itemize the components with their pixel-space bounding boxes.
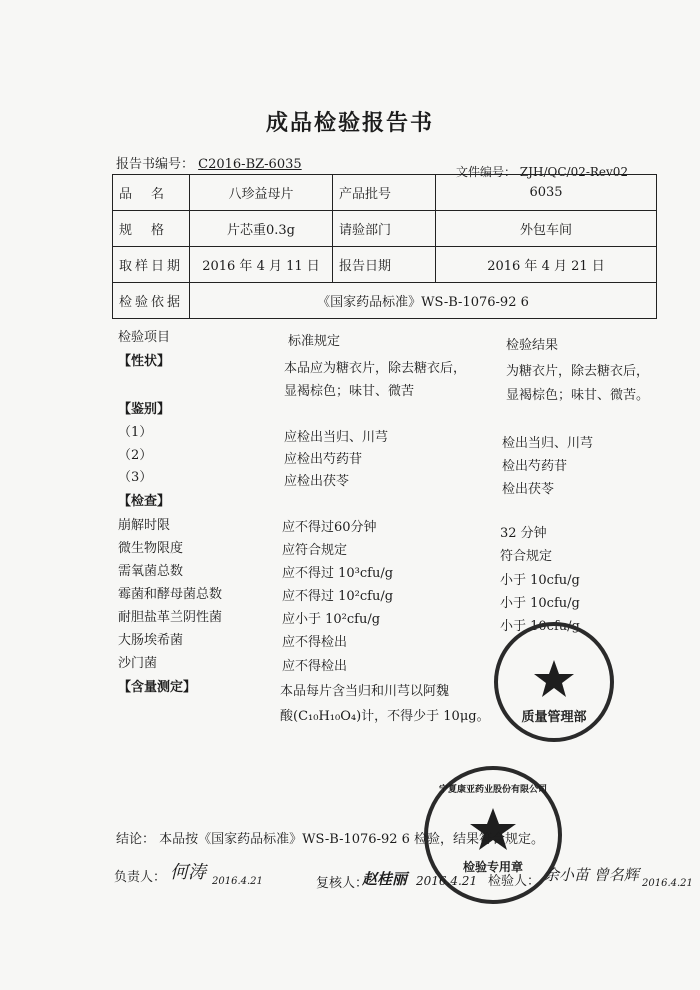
appearance-result-2: 显褐棕色；味甘、微苦。 [506, 388, 650, 403]
sample-date-label: 取样日期 [113, 247, 190, 283]
report-number-label: 报告书编号： [116, 157, 195, 172]
ident-result-3: 检出茯苓 [502, 482, 555, 497]
insp-standard-3: 应不得过 10³cfu/g [282, 566, 394, 581]
insp-item-4: 霉菌和酵母菌总数 [118, 587, 223, 602]
product-value: 八珍益母片 [190, 175, 333, 211]
insp-item-1: 崩解时限 [118, 518, 171, 533]
insp-standard-1: 应不得过60分钟 [282, 520, 377, 535]
ident-standard-1: 应检出当归、川芎 [284, 430, 389, 445]
spec-value: 片芯重0.3g [190, 211, 333, 247]
col-result-header: 检验结果 [506, 338, 559, 353]
product-label: 品 名 [113, 175, 190, 211]
conclusion [116, 828, 544, 847]
info-table [112, 174, 657, 319]
report-number [116, 153, 302, 172]
insp-result-1: 32 分钟 [500, 526, 547, 541]
insp-standard-7: 应不得检出 [282, 659, 348, 674]
company-stamp-ring-text: 宁夏康亚药业股份有限公司 [438, 785, 547, 795]
dept-value: 外包车间 [436, 211, 657, 247]
table-row [113, 247, 657, 283]
document-number-label: 文件编号： [456, 165, 517, 179]
assay-standard-2: 酸(C₁₀H₁₀O₄)计，不得少于 10μg。 [280, 709, 490, 724]
reviewer-label: 复核人： [316, 876, 369, 891]
assay-standard-1: 本品每片含当归和川芎以阿魏 [280, 684, 450, 699]
inspector-signature: 余小苗 曾名辉 [544, 866, 639, 884]
reviewer-signature: 赵桂丽 [362, 870, 408, 888]
dept-label: 请验部门 [333, 211, 436, 247]
qa-stamp-text: 质量管理部 [521, 710, 587, 725]
ident-standard-2: 应检出芍药苷 [284, 452, 363, 467]
batch-value: 6035 [436, 175, 657, 211]
conclusion-text: 本品按《国家药品标准》WS-B-1076-92 6 检验，结果符合规定。 [159, 832, 545, 847]
batch-label: 产品批号 [333, 175, 436, 211]
spec-label: 规 格 [113, 211, 190, 247]
responsible-label: 负责人： [114, 870, 167, 885]
inspector-label: 检验人： [488, 874, 541, 889]
insp-standard-4: 应不得过 10²cfu/g [282, 589, 394, 604]
col-item-header: 检验项目 [118, 330, 171, 345]
appearance-result-1: 为糖衣片，除去糖衣后， [506, 364, 650, 379]
sample-date-value: 2016 年 4 月 11 日 [190, 247, 333, 283]
appearance-standard-1: 本品应为糖衣片，除去糖衣后， [284, 361, 467, 376]
document-number-value: ZJH/QC/02-Rev02 [519, 165, 629, 179]
insp-result-2: 符合规定 [500, 549, 553, 564]
insp-item-6: 大肠埃希菌 [118, 633, 184, 648]
insp-result-4: 小于 10cfu/g [500, 596, 580, 611]
ident-result-1: 检出当归、川芎 [502, 436, 594, 451]
company-stamp-center-text: 检验专用章 [462, 860, 523, 874]
ident-result-2: 检出芍药苷 [502, 459, 568, 474]
insp-result-5: 小于 10cfu/g [500, 619, 580, 634]
report-number-value: C2016-BZ-6035 [198, 157, 302, 172]
responsible-signature: 何涛 [170, 862, 206, 883]
insp-standard-2: 应符合规定 [282, 543, 348, 558]
insp-standard-5: 应小于 10²cfu/g [282, 612, 381, 627]
ident-standard-3: 应检出茯苓 [284, 474, 350, 489]
insp-standard-6: 应不得检出 [282, 635, 348, 650]
responsible-date: 2016.4.21 [212, 876, 263, 887]
basis-label: 检验依据 [113, 283, 190, 319]
insp-item-5: 耐胆盐革兰阴性菌 [118, 610, 223, 625]
section-identification: 【鉴别】 [118, 402, 171, 417]
insp-item-7: 沙门菌 [118, 656, 158, 671]
basis-value: 《国家药品标准》WS-B-1076-92 6 [190, 283, 657, 319]
ident-item-2: （2） [118, 448, 153, 463]
ident-item-3: （3） [118, 470, 153, 485]
qa-department-stamp [494, 622, 614, 742]
inspector-date: 2016.4.21 [642, 878, 693, 889]
table-row [113, 283, 657, 319]
insp-result-3: 小于 10cfu/g [500, 573, 580, 588]
table-row [113, 211, 657, 247]
col-standard-header: 标准规定 [288, 334, 341, 349]
section-appearance: 【性状】 [118, 354, 171, 369]
conclusion-label: 结论： [116, 832, 156, 847]
reviewer-date: 2016.4.21 [416, 874, 478, 888]
insp-item-2: 微生物限度 [118, 541, 184, 556]
ident-item-1: （1） [118, 425, 153, 440]
appearance-standard-2: 显褐棕色；味甘、微苦 [284, 384, 415, 399]
report-date-value: 2016 年 4 月 21 日 [436, 247, 657, 283]
section-assay: 【含量测定】 [118, 680, 197, 695]
report-date-label: 报告日期 [333, 247, 436, 283]
section-inspection: 【检查】 [118, 494, 171, 509]
table-row [113, 175, 657, 211]
document-title: 成品检验报告书 [265, 110, 434, 136]
insp-item-3: 需氧菌总数 [118, 564, 184, 579]
